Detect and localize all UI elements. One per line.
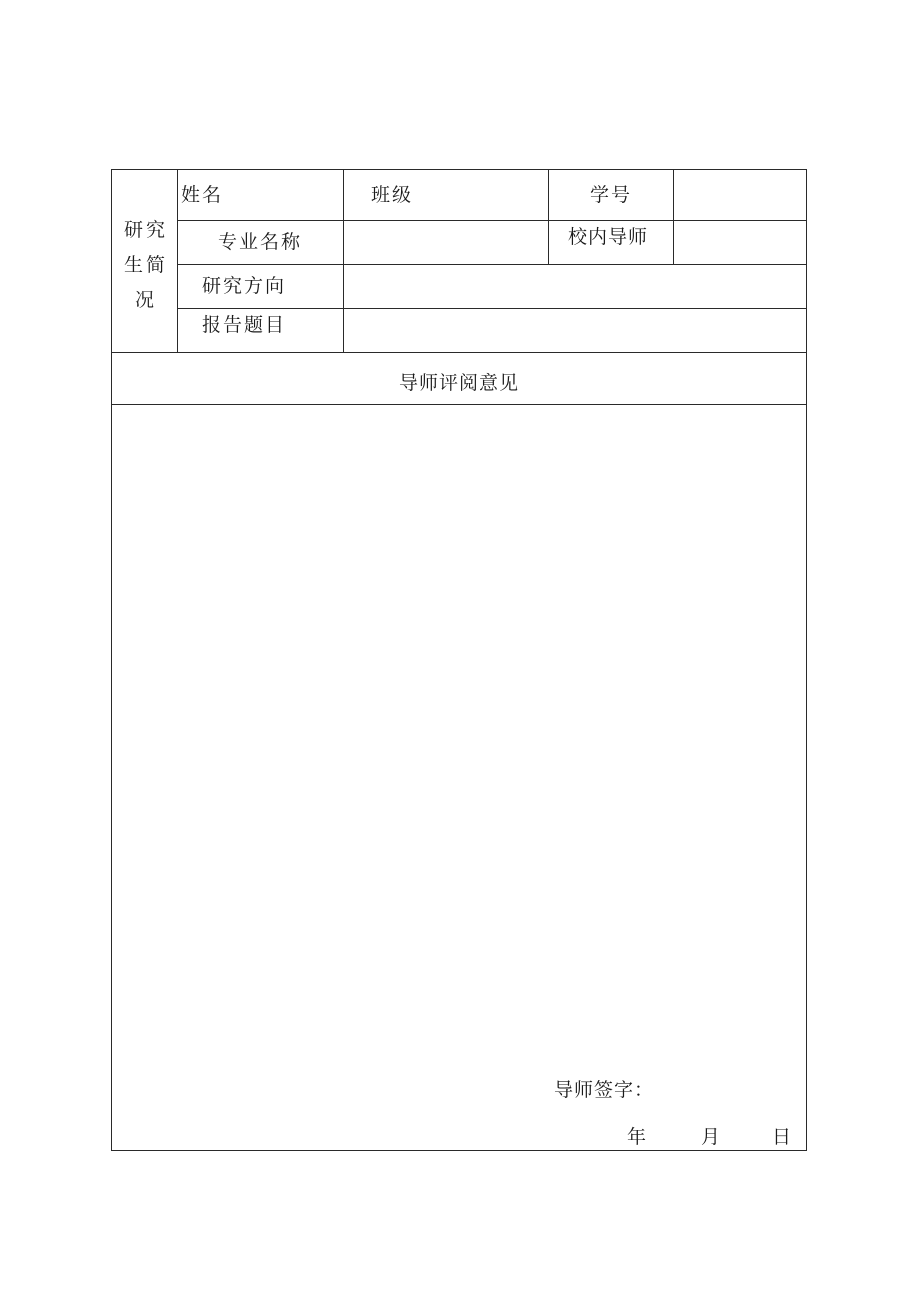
border-top — [111, 169, 807, 170]
name-label: 姓名 — [181, 184, 224, 206]
review-heading: 导师评阅意见 — [398, 372, 519, 394]
border-right — [806, 169, 807, 1151]
border-left — [111, 169, 112, 1151]
row-divider-3 — [177, 308, 807, 309]
advisor-label: 校内导师 — [568, 226, 649, 248]
border-bottom — [111, 1150, 807, 1151]
row-divider-2 — [177, 264, 807, 265]
name-value[interactable] — [241, 173, 341, 217]
advisor-value[interactable] — [676, 223, 804, 263]
col-divider-label — [343, 169, 344, 353]
row-divider-5 — [111, 404, 807, 405]
research-direction-value[interactable] — [346, 267, 804, 307]
student-id-value[interactable] — [676, 173, 804, 217]
col-divider-side — [177, 169, 178, 353]
day-label: 日 — [772, 1126, 794, 1148]
research-direction-label: 研究方向 — [202, 275, 287, 297]
review-content-area[interactable] — [113, 407, 805, 1067]
class-label: 班级 — [371, 184, 414, 206]
row-divider-1 — [177, 220, 807, 221]
year-label: 年 — [627, 1126, 649, 1148]
report-title-label: 报告题目 — [202, 314, 287, 336]
month-label: 月 — [701, 1126, 723, 1148]
col-divider-mid — [548, 169, 549, 265]
row-divider-4 — [111, 352, 807, 353]
major-value[interactable] — [346, 223, 546, 263]
class-value[interactable] — [431, 173, 546, 217]
signature-label: 导师签字： — [554, 1079, 655, 1101]
side-label: 研究生简况 — [123, 219, 168, 311]
major-label: 专业名称 — [218, 231, 303, 253]
report-title-value[interactable] — [346, 311, 804, 351]
col-divider-right — [673, 169, 674, 265]
review-form — [111, 169, 807, 1151]
student-id-label: 学号 — [590, 184, 633, 206]
